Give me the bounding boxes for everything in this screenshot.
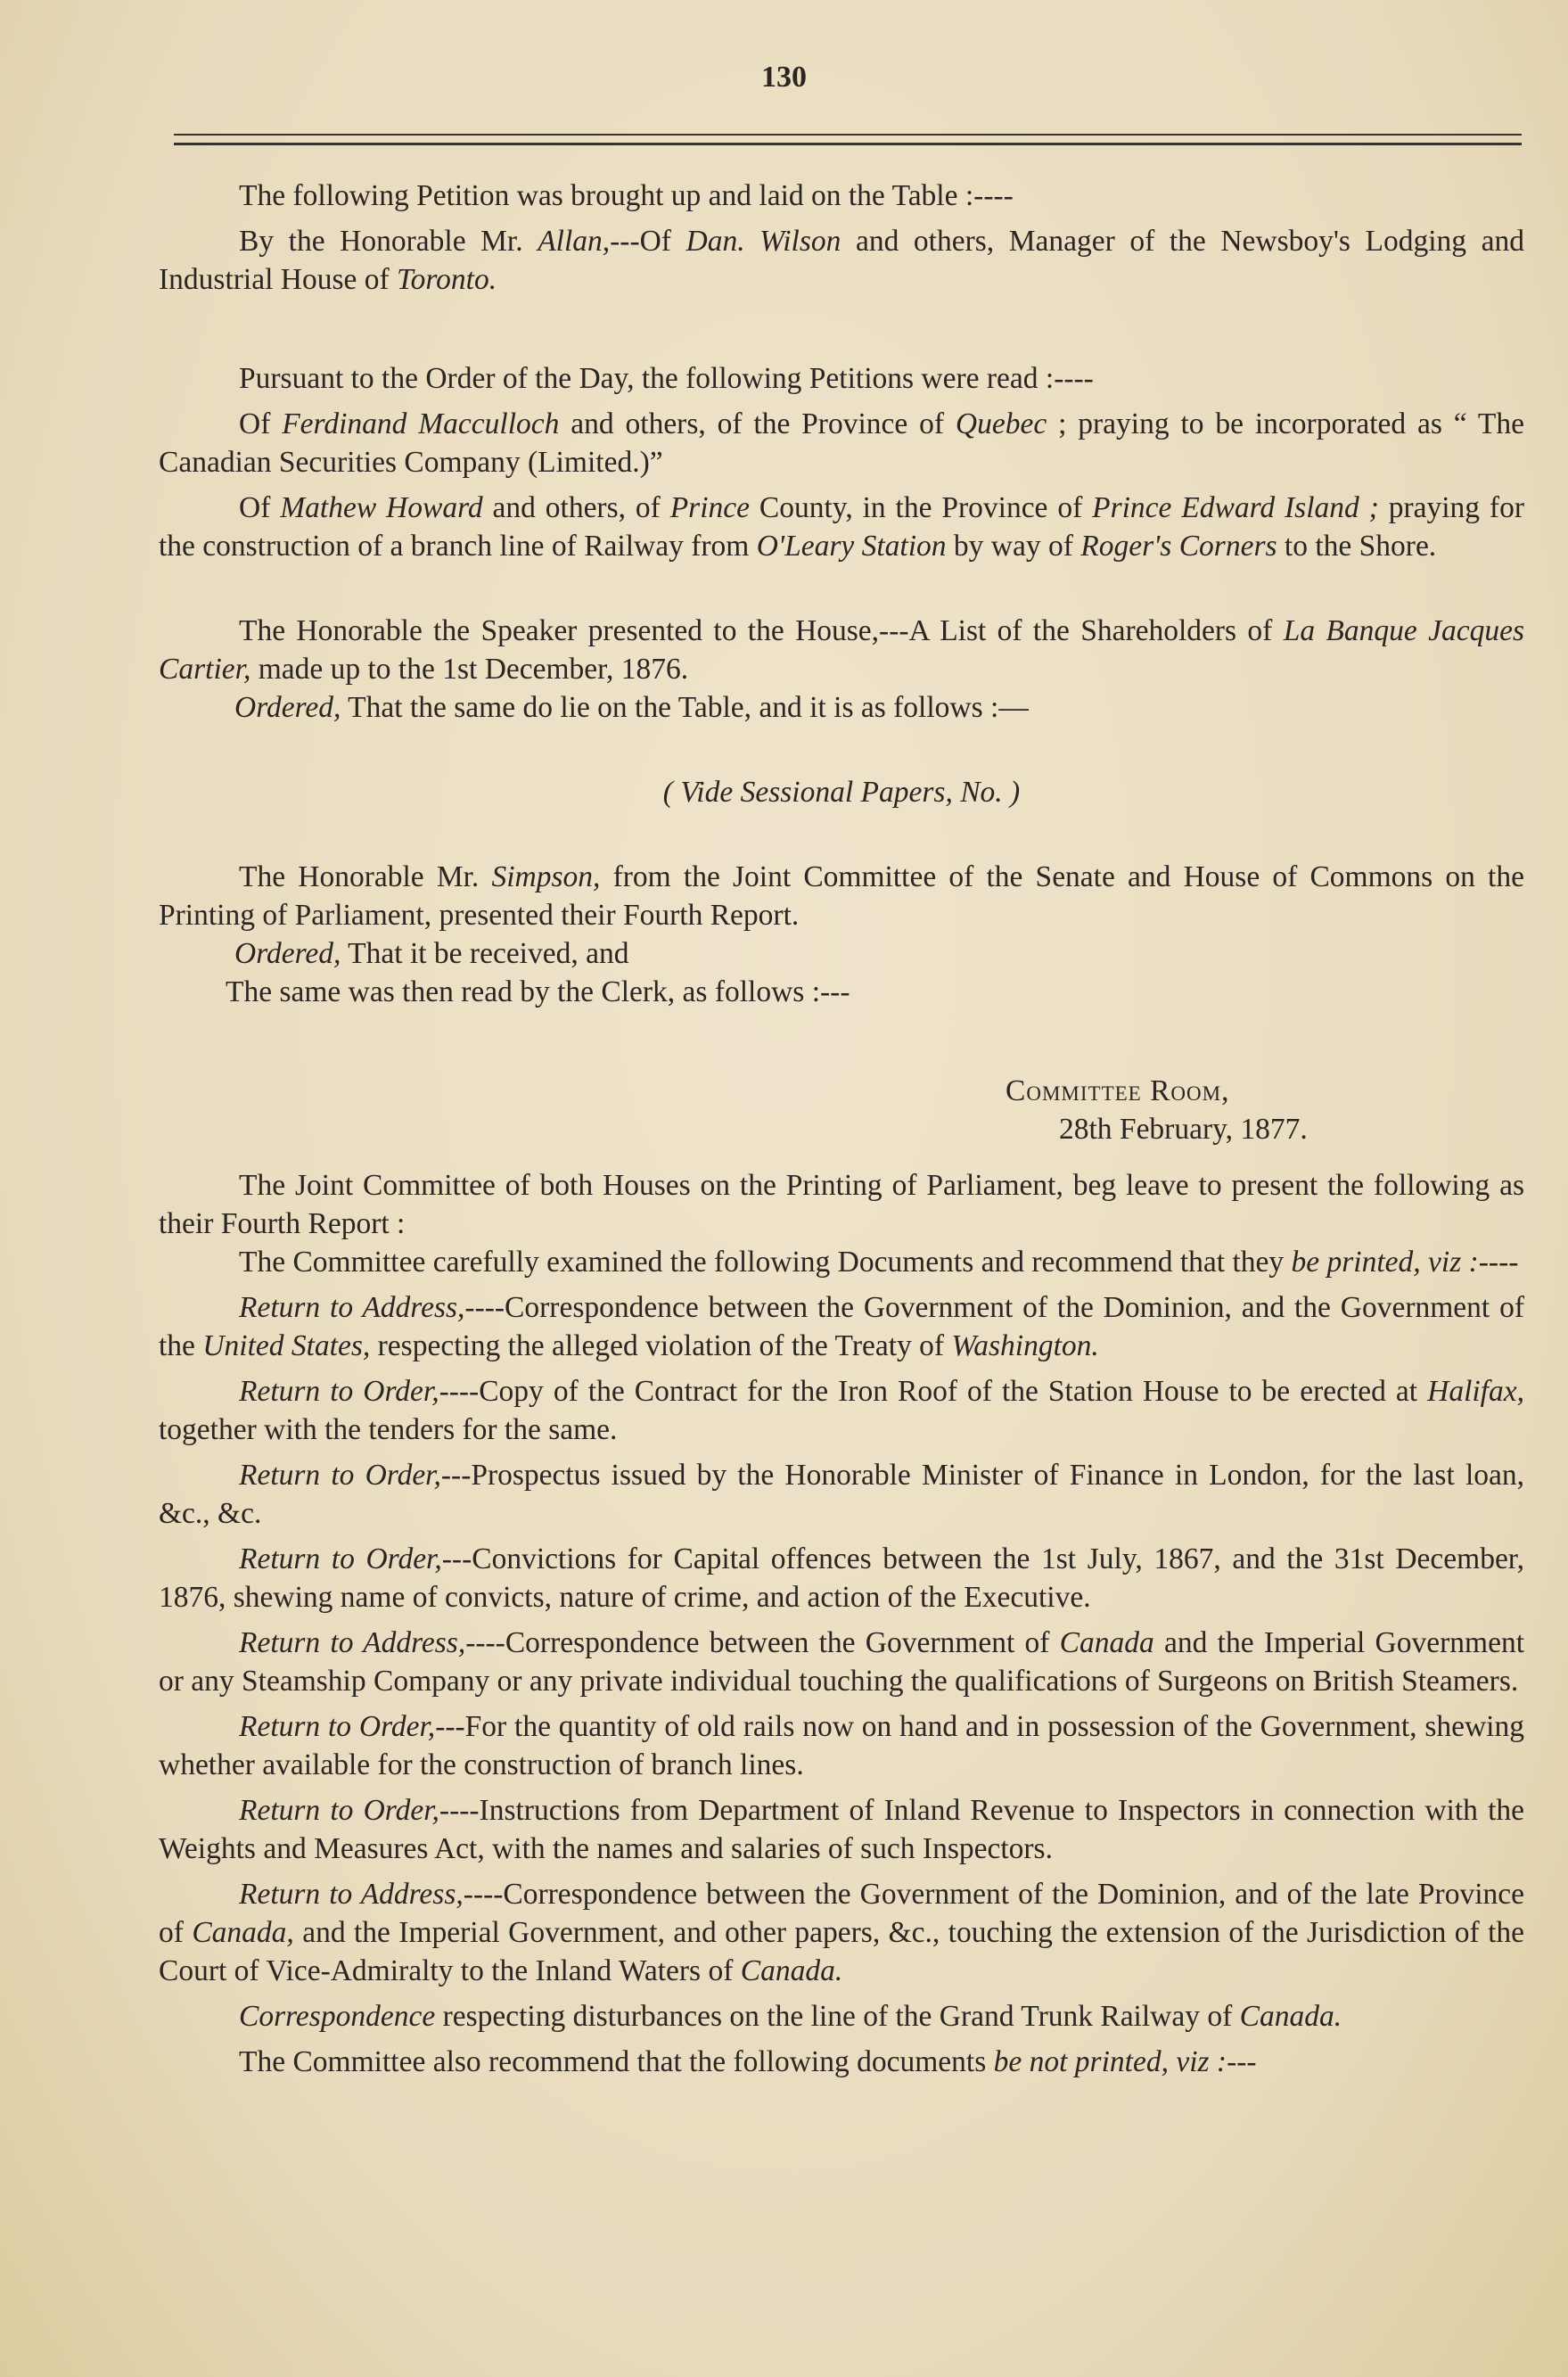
recommend-printed: The Committee carefully examined the following Documents and recommend that they be printed, viz :---- [239, 1246, 1519, 1279]
ordered-lie-on-table: Ordered, That the same do lie on the Table, and it is as follows :— [234, 691, 1029, 724]
return-item: Return to Order,----Instructions from Department of Inland Revenue to Inspectors in connection with the Weights and Measures Act, with the names and salaries of such Inspectors. [159, 1794, 1524, 1865]
vide-sessional-papers: ( Vide Sessional Papers, No. ) [662, 776, 1021, 809]
header-rule-thick [174, 143, 1522, 145]
recommend-not-printed: The Committee also recommend that the following documents be not printed, viz :--- [239, 2045, 1257, 2078]
return-item: Return to Order,---Prospectus issued by the Honorable Minister of Finance in London, for the last loan, &c., &c. [159, 1459, 1524, 1530]
return-item: Correspondence respecting disturbances on the line of the Grand Trunk Railway of Canada. [239, 2000, 1342, 2033]
petition-intro: The following Petition was brought up and laid on the Table :---- [239, 179, 1014, 212]
speaker-shareholders-list: The Honorable the Speaker presented to the House,---A List of the Shareholders of La Banque Jacques Cartier, made up to the 1st December, 1876. [159, 614, 1525, 686]
page-body [159, 177, 1524, 2081]
petition-howard: Of Mathew Howard and others, of Prince County, in the Province of Prince Edward Island ; praying for the construction of a branch line of Railway from O'Leary Station by way of Roger's Corners to the Shore. [159, 491, 1524, 563]
read-by-clerk: The same was then read by the Clerk, as follows :--- [226, 975, 850, 1008]
return-item: Return to Order,----Copy of the Contract for the Iron Roof of the Station House to be erected at Halifax, together with the tenders for the same. [159, 1375, 1524, 1446]
committee-date: 28th February, 1877. [1059, 1113, 1308, 1146]
return-item: Return to Order,---For the quantity of old rails now on hand and in possession of the Government, shewing whether available for the construction of branch lines. [159, 1710, 1524, 1781]
petitions-read-intro: Pursuant to the Order of the Day, the following Petitions were read :---- [239, 362, 1094, 395]
ordered-received: Ordered, That it be received, and [234, 937, 629, 970]
petition-allan: By the Honorable Mr. Allan,---Of Dan. Wilson and others, Manager of the Newsboy's Lodging and Industrial House of Toronto. [159, 225, 1524, 296]
committee-heading [1006, 1072, 1524, 1148]
return-item: Return to Address,----Correspondence between the Government of the Dominion, and the Government of the United States, respecting the alleged violation of the Treaty of Washington. [159, 1291, 1525, 1362]
committee-room: Committee Room, [1006, 1074, 1230, 1107]
petition-macculloch: Of Ferdinand Macculloch and others, of the Province of Quebec ; praying to be incorporated as “ The Canadian Securities Company (Limited.)” [159, 407, 1524, 479]
return-item: Return to Address,----Correspondence between the Government of the Dominion, and of the late Province of Canada, and the Imperial Government, and other papers, &c., touching the extension of the Jurisdiction of the Court of Vice-Admiralty to the Inland Waters of Canada. [159, 1878, 1525, 1987]
return-item: Return to Order,---Convictions for Capital offences between the 1st July, 1867, and the 31st December, 1876, shewing name of convicts, nature of crime, and action of the Executive. [159, 1542, 1524, 1614]
return-item: Return to Address,----Correspondence between the Government of Canada and the Imperial Government or any Steamship Company or any private individual touching the qualifications of Surgeons on British Steamers. [159, 1626, 1525, 1698]
header-rule-thin [174, 134, 1522, 136]
fourth-report-intro: The Joint Committee of both Houses on the Printing of Parliament, beg leave to present the following as their Fourth Report : [159, 1169, 1524, 1240]
page-number: 130 [761, 61, 807, 94]
simpson-report: The Honorable Mr. Simpson, from the Joint Committee of the Senate and House of Commons on the Printing of Parliament, presented their Fourth Report. [159, 860, 1524, 932]
